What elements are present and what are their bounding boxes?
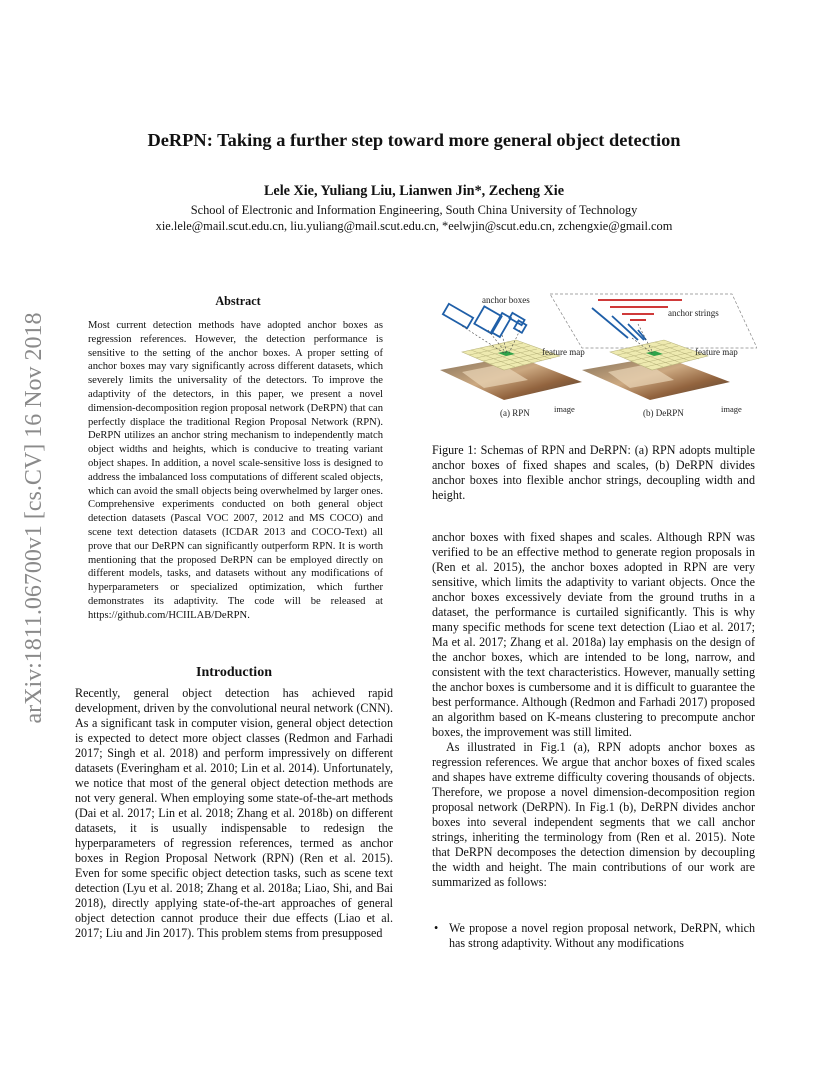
introduction-body: Recently, general object detection has achieved rapid development, driven by the convolutional neural network (CNN). As a significant task in computer vision, general object detection is expected to detect more object classes (Redmon and Farhadi 2017; Singh et al. 2018) and perform impressively on different datasets (Everingham et al. 2010; Lin et al. 2014). Unfortunately, we notice that most of the general object detection methods are not very general. When employing some state-of-the-art methods (Dai et al. 2017; Lin et al. 2018; Zhang et al. 2018b) on different datasets, it is usually indispensable to redesign the hyperparameters of regression references, termed as anchor boxes in Region Proposal Network (RPN) (Ren et al. 2015). Even for some specific object detection tasks, such as scene text detection (Lyu et al. 2018; Zhang et al. 2018a; Liao, Shi, and Bai 2018), directly applying state-of-the-art approaches of general object detection cannot produce their due effects (Liao et al. 2017; Liu and Jin 2017). This problem stems from presupposed [75,686,393,940]
label-image-b: image [721,404,742,414]
abstract-body: Most current detection methods have adopted anchor boxes as regression references. However, the detection performance is sensitive to the setting of the anchor boxes. A proper setting of anchor boxes may vary significantly across different datasets, which severely limits the universality of the detectors. To improve the adaptivity of the detectors, in this paper, we present a novel dimension-decomposition region proposal network (DeRPN) that can perfectly displace the traditional Region Proposal Network (RPN). DeRPN utilizes an anchor string mechanism to independently match object widths and heights, which is conducive to treating variant object shapes. In addition, a novel scale-sensitive loss is designed to address the imbalanced loss computations of different scaled objects, which can avoid the small objects being overwhelmed by larger ones. Comprehensive experiments conducted on both general object detection datasets (Pascal VOC 2007, 2012 and MS COCO) and scene text detection datasets (ICDAR 2013 and COCO-Text) all prove that our DeRPN can significantly outperform RPN. It is worth mentioning that the proposed DeRPN can be employed directly on different models, tasks, and datasets without any modifications of hyperparameters or specialized optimization, which further demonstrates its adaptivity. The code will be released at https://github.com/HCIILAB/DeRPN. [88,320,383,621]
contribution-bullet [432,921,755,951]
anchor-box [443,304,473,328]
right-column-body [432,530,755,890]
label-feature-map-a: feature map [542,347,585,357]
arxiv-stamp [22,278,48,758]
paragraph: anchor boxes with fixed shapes and scales. Although RPN was verified to be an effective method to generate region proposals in (Ren et al. 2015), the anchor boxes adopted in RPN are very sensitive, which limits the adaptivity to variant objects. Once the anchor boxes excessively deviate from the ground truths in a dataset, the performance is curtailed significantly. This is why many specific methods for scene text detection (Liao et al. 2017; Ma et al. 2017; Zhang et al. 2018a) lay emphasis on the design of the anchor boxes, which are intended to be long, narrow, and consistent with the text characteristics. However, manually setting the anchor boxes is cumbersome and it is difficult to guarantee the best performance. Although (Redmon and Farhadi 2017) proposed an algorithm based on K-means clustering to precompute anchor boxes, the improvement was still limited. [432,530,755,739]
paragraph: As illustrated in Fig.1 (a), RPN adopts anchor boxes as regression references. We argue that anchor boxes of fixed scales and shapes have extreme difficulty covering thousands of objects. Therefore, we propose a novel dimension-decomposition region proposal network (DeRPN). In Fig.1 (b), DeRPN divides anchor boxes into several independent segments that we call anchor strings, inheriting the terminology from (Ren et al. 2015). Note that DeRPN decomposes the detection dimension by decoupling the width and height. The main contributions of our work are summarized as follows: [432,740,755,889]
anchor-string [592,308,628,338]
author-emails: xie.lele@mail.scut.edu.cn, liu.yuliang@mail.scut.edu.cn, *eelwjin@scut.edu.cn, zchengxie@gmail.com [155,219,673,233]
label-anchor-strings: anchor strings [668,308,719,318]
label-feature-map-b: feature map [695,347,738,357]
subcaption-b: (b) DeRPN [643,408,684,418]
subcaption-a: (a) RPN [500,408,530,418]
dashed-plane [550,294,757,348]
anchor-box [491,313,511,337]
arxiv-identifier: arXiv:1811.06700v1 [cs.CV] 16 Nov 2018 [22,312,47,724]
paper-title: DeRPN: Taking a further step toward more general object detection [147,130,681,150]
label-image-a: image [554,404,575,414]
author-list: Lele Xie, Yuliang Liu, Lianwen Jin*, Zecheng Xie [263,183,565,199]
introduction-heading: Introduction [196,665,272,680]
affiliation: School of Electronic and Information Engineering, South China University of Technology [190,203,638,217]
bullet-text: We propose a novel region proposal network, DeRPN, which has strong adaptivity. Without any modifications [449,921,755,950]
figure-1-caption: Figure 1: Schemas of RPN and DeRPN: (a) RPN adopts multiple anchor boxes of fixed shapes and scales, (b) DeRPN divides anchor boxes into flexible anchor strings, decoupling width and height. [432,443,755,502]
label-anchor-boxes: anchor boxes [482,295,530,305]
figure-1 [432,290,757,425]
panel-a-rpn [440,295,585,418]
abstract-heading: Abstract [215,294,261,308]
bullet-marker: • [434,921,439,935]
